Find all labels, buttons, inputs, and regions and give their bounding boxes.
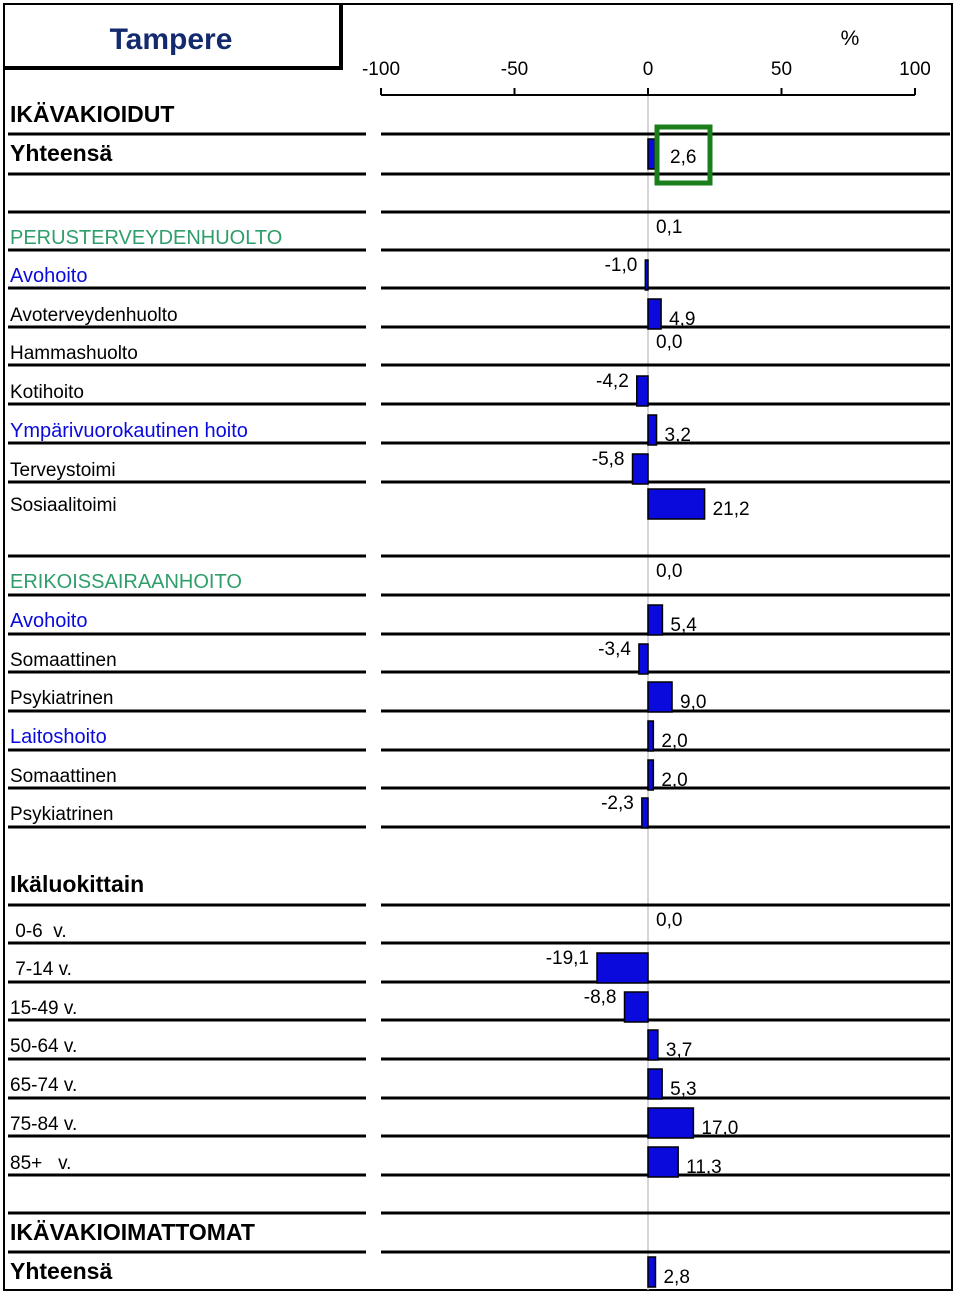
- value-label: 2,6: [670, 147, 697, 168]
- value-label: 2,8: [663, 1267, 690, 1288]
- row-label: IKÄVAKIOIDUT: [10, 101, 175, 127]
- x-tick-label-4: 100: [899, 59, 931, 80]
- row-label: 50-64 v.: [10, 1036, 78, 1057]
- chart-title: Tampere: [109, 23, 233, 56]
- bar: [648, 760, 653, 790]
- bar: [633, 454, 648, 484]
- bar: [648, 1069, 662, 1099]
- row-label: Hammashuolto: [10, 343, 138, 364]
- row-label: Kotihoito: [10, 382, 84, 403]
- value-label: 0,0: [656, 561, 683, 582]
- row-label: 0-6 v.: [10, 921, 67, 942]
- bar: [648, 1257, 655, 1287]
- value-label: -5,8: [591, 449, 625, 470]
- bar: [637, 376, 648, 406]
- row-label: Avoterveydenhuolto: [10, 305, 178, 326]
- row-label: Somaattinen: [10, 766, 117, 787]
- value-label: -3,4: [598, 639, 631, 660]
- value-label: 0,0: [656, 332, 683, 353]
- bar: [648, 1108, 693, 1138]
- bar: [639, 644, 648, 674]
- row-label: 75-84 v.: [10, 1114, 78, 1135]
- bar: [645, 260, 648, 290]
- value-label: -4,2: [596, 371, 629, 392]
- row-label: Psykiatrinen: [10, 804, 114, 825]
- x-tick-label-1: -50: [500, 59, 529, 80]
- row-label: Terveystoimi: [10, 460, 116, 481]
- x-tick-label-3: 50: [770, 59, 793, 80]
- bar: [648, 1147, 678, 1177]
- row-label: Somaattinen: [10, 650, 117, 671]
- bar: [648, 299, 661, 329]
- row-label: Yhteensä: [10, 1258, 113, 1284]
- value-label: -1,0: [604, 255, 638, 276]
- unit-label: %: [840, 27, 860, 50]
- value-label: 9,0: [680, 692, 707, 713]
- row-label: Avohoito: [10, 265, 88, 287]
- value-label: 0,1: [656, 217, 683, 238]
- row-label: ERIKOISSAIRAANHOITO: [10, 571, 242, 593]
- value-label: 3,2: [664, 425, 691, 446]
- value-label: 5,4: [670, 615, 697, 636]
- row-label: 7-14 v.: [10, 959, 72, 980]
- bar: [648, 415, 657, 445]
- bar: [648, 682, 672, 712]
- row-label: 15-49 v.: [10, 998, 78, 1019]
- row-label: Ikäluokittain: [10, 871, 145, 897]
- value-label: 0,0: [656, 910, 683, 931]
- value-label: 2,0: [661, 770, 688, 791]
- value-label: -2,3: [601, 793, 634, 814]
- row-label: Ympärivuorokautinen hoito: [10, 420, 248, 442]
- bar: [648, 489, 705, 519]
- x-tick-label-2: 0: [642, 59, 654, 80]
- value-label: 5,3: [670, 1079, 697, 1100]
- row-label: Sosiaalitoimi: [10, 495, 117, 516]
- bar: [642, 798, 648, 828]
- row-label: Psykiatrinen: [10, 688, 114, 709]
- row-label: Laitoshoito: [10, 726, 107, 748]
- row-label: 65-74 v.: [10, 1075, 78, 1096]
- row-label: IKÄVAKIOIMATTOMAT: [10, 1219, 255, 1245]
- row-label: PERUSTERVEYDENHUOLTO: [10, 227, 283, 249]
- value-label: 2,0: [661, 731, 688, 752]
- value-label: -19,1: [545, 948, 590, 969]
- bar: [648, 721, 653, 751]
- row-label: 85+ v.: [10, 1153, 72, 1174]
- x-tick-label-0: -100: [361, 59, 401, 80]
- bar: [648, 139, 655, 169]
- value-label: 4,9: [669, 309, 696, 330]
- value-label: 21,2: [712, 499, 750, 520]
- value-label: 11,3: [686, 1157, 722, 1178]
- value-label: 17,0: [701, 1118, 739, 1139]
- bar: [648, 605, 662, 635]
- row-label: Avohoito: [10, 610, 88, 632]
- bar: [648, 1030, 658, 1060]
- row-label: Yhteensä: [10, 140, 113, 166]
- bar: [625, 992, 648, 1022]
- value-label: 3,7: [665, 1040, 693, 1061]
- value-label: -8,8: [583, 987, 617, 1008]
- bar: [597, 953, 648, 983]
